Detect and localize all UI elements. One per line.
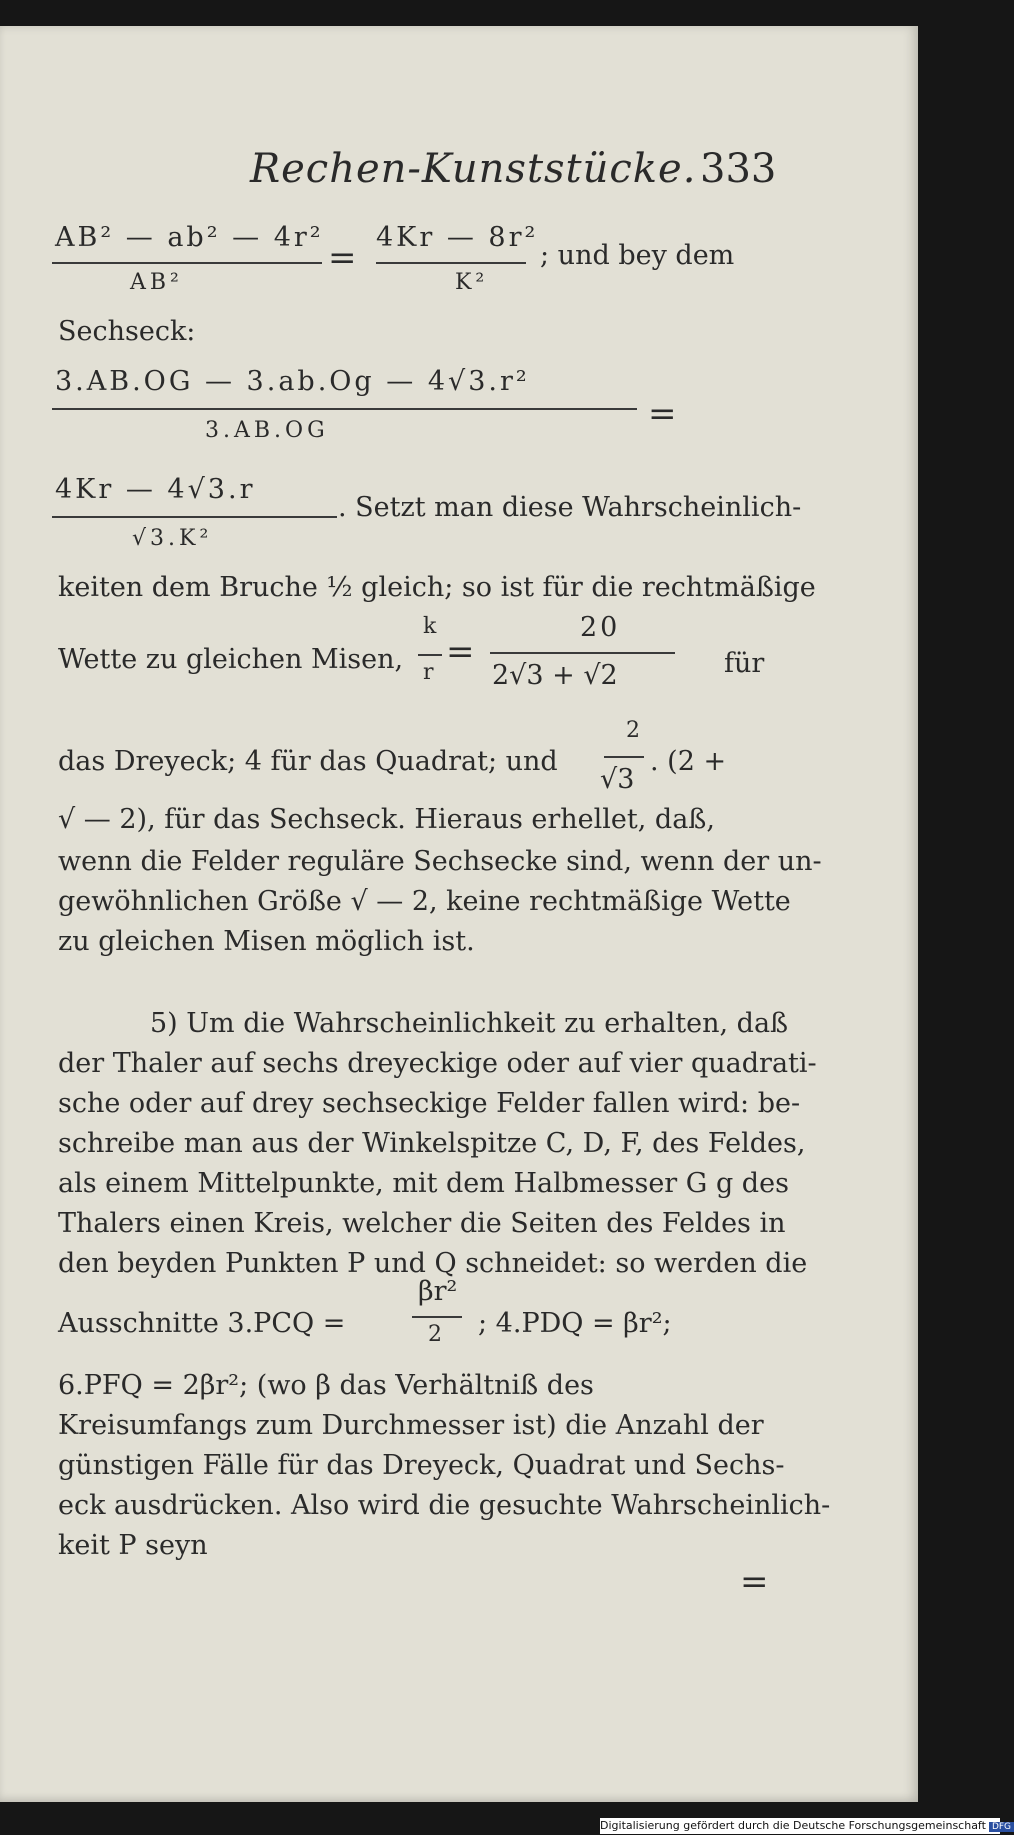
para2-line-3: sche oder auf drey sechseckige Felder fallen wird: be- — [58, 1088, 801, 1119]
para2-line-12: eck ausdrücken. Also wird die gesuchte Wahrscheinlich- — [58, 1490, 831, 1521]
formula2-fraction-bar — [52, 408, 637, 410]
para2-line-5: als einem Mittelpunkte, mit dem Halbmesser G g des — [58, 1168, 789, 1199]
formula1-fraction-bar — [52, 262, 322, 264]
formula1-rhs-denominator: K² — [455, 270, 489, 295]
trailing-equals-sign: = — [740, 1562, 769, 1602]
sechseck-ratio-bar — [604, 756, 644, 758]
formula3-numerator: 4Kr — 4√3.r — [55, 474, 256, 505]
page-number: 333 — [700, 146, 777, 192]
ratio-equals: = — [446, 632, 475, 672]
formula3-tail-text: . Setzt man diese Wahrscheinlich- — [338, 492, 802, 523]
sechseck-label: Sechseck: — [58, 316, 196, 347]
para2-line-13: keit P seyn — [58, 1530, 208, 1561]
body-line-6: gewöhnlichen Größe √ — 2, keine rechtmäßige Wette — [58, 886, 791, 917]
ratio-rhs-numerator: 20 — [580, 612, 621, 643]
para2-line-10: Kreisumfangs zum Durchmesser ist) die Anzahl der — [58, 1410, 764, 1441]
para2-line-8-tail: ; 4.PDQ = βr²; — [478, 1308, 672, 1339]
body-line-7: zu gleichen Misen möglich ist. — [58, 926, 475, 957]
body-line-2-tail: für — [724, 648, 765, 679]
sector-fraction-numerator: βr² — [418, 1276, 458, 1307]
para2-line-7: den beyden Punkten P und Q schneidet: so werden die — [58, 1248, 808, 1279]
body-line-4: √ — 2), für das Sechseck. Hieraus erhellet, daß, — [58, 804, 715, 835]
ratio-fraction-bar — [418, 654, 442, 656]
credit-text: Digitalisierung gefördert durch die Deutsche Forschungsgemeinschaft — [600, 1819, 986, 1832]
ratio-denominator: r — [423, 660, 438, 685]
dfg-logo: DFG — [989, 1822, 1014, 1832]
para2-line-9: 6.PFQ = 2βr²; (wo β das Verhältniß des — [58, 1370, 594, 1401]
ratio-rhs-denominator: 2√3 + √2 — [492, 660, 618, 691]
digitization-credit — [600, 1818, 1012, 1834]
ratio-rhs-fraction-bar — [490, 652, 675, 654]
ratio-numerator: k — [423, 614, 441, 639]
formula1-numerator: AB² — ab² — 4r² — [55, 222, 324, 253]
body-line-2: Wette zu gleichen Misen, — [58, 644, 404, 675]
formula1-rhs-numerator: 4Kr — 8r² — [376, 222, 539, 253]
formula1-tail-text: ; und bey dem — [540, 240, 735, 271]
body-line-3-tail: . (2 + — [650, 746, 727, 777]
book-page — [0, 26, 918, 1802]
formula2-equals: = — [648, 394, 677, 434]
formula1-denominator: AB² — [130, 270, 183, 295]
sechseck-ratio-numerator: 2 — [626, 718, 644, 743]
running-title: Rechen-Kunststücke. — [250, 146, 697, 192]
para2-line-1: 5) Um die Wahrscheinlichkeit zu erhalten, daß — [150, 1008, 789, 1039]
sechseck-ratio-denominator: √3 — [600, 764, 635, 795]
formula2-numerator: 3.AB.OG — 3.ab.Og — 4√3.r² — [55, 366, 530, 397]
running-header — [50, 146, 777, 206]
para2-line-8: Ausschnitte 3.PCQ = — [58, 1308, 346, 1339]
body-line-1: keiten dem Bruche ½ gleich; so ist für die rechtmäßige — [58, 572, 816, 603]
body-line-3: das Dreyeck; 4 für das Quadrat; und — [58, 746, 558, 777]
para2-line-11: günstigen Fälle für das Dreyeck, Quadrat und Sechs- — [58, 1450, 785, 1481]
formula1-equals: = — [328, 238, 357, 278]
body-line-5: wenn die Felder reguläre Sechsecke sind, wenn der un- — [58, 846, 822, 877]
formula3-fraction-bar — [52, 516, 337, 518]
formula1-rhs-fraction-bar — [376, 262, 526, 264]
formula3-denominator: √3.K² — [132, 526, 213, 551]
sector-fraction-denominator: 2 — [428, 1322, 446, 1347]
sector-fraction-bar — [412, 1316, 462, 1318]
para2-line-2: der Thaler auf sechs dreyeckige oder auf vier quadrati- — [58, 1048, 817, 1079]
formula2-denominator: 3.AB.OG — [205, 418, 329, 443]
para2-line-4: schreibe man aus der Winkelspitze C, D, F, des Feldes, — [58, 1128, 806, 1159]
para2-line-6: Thalers einen Kreis, welcher die Seiten des Feldes in — [58, 1208, 786, 1239]
